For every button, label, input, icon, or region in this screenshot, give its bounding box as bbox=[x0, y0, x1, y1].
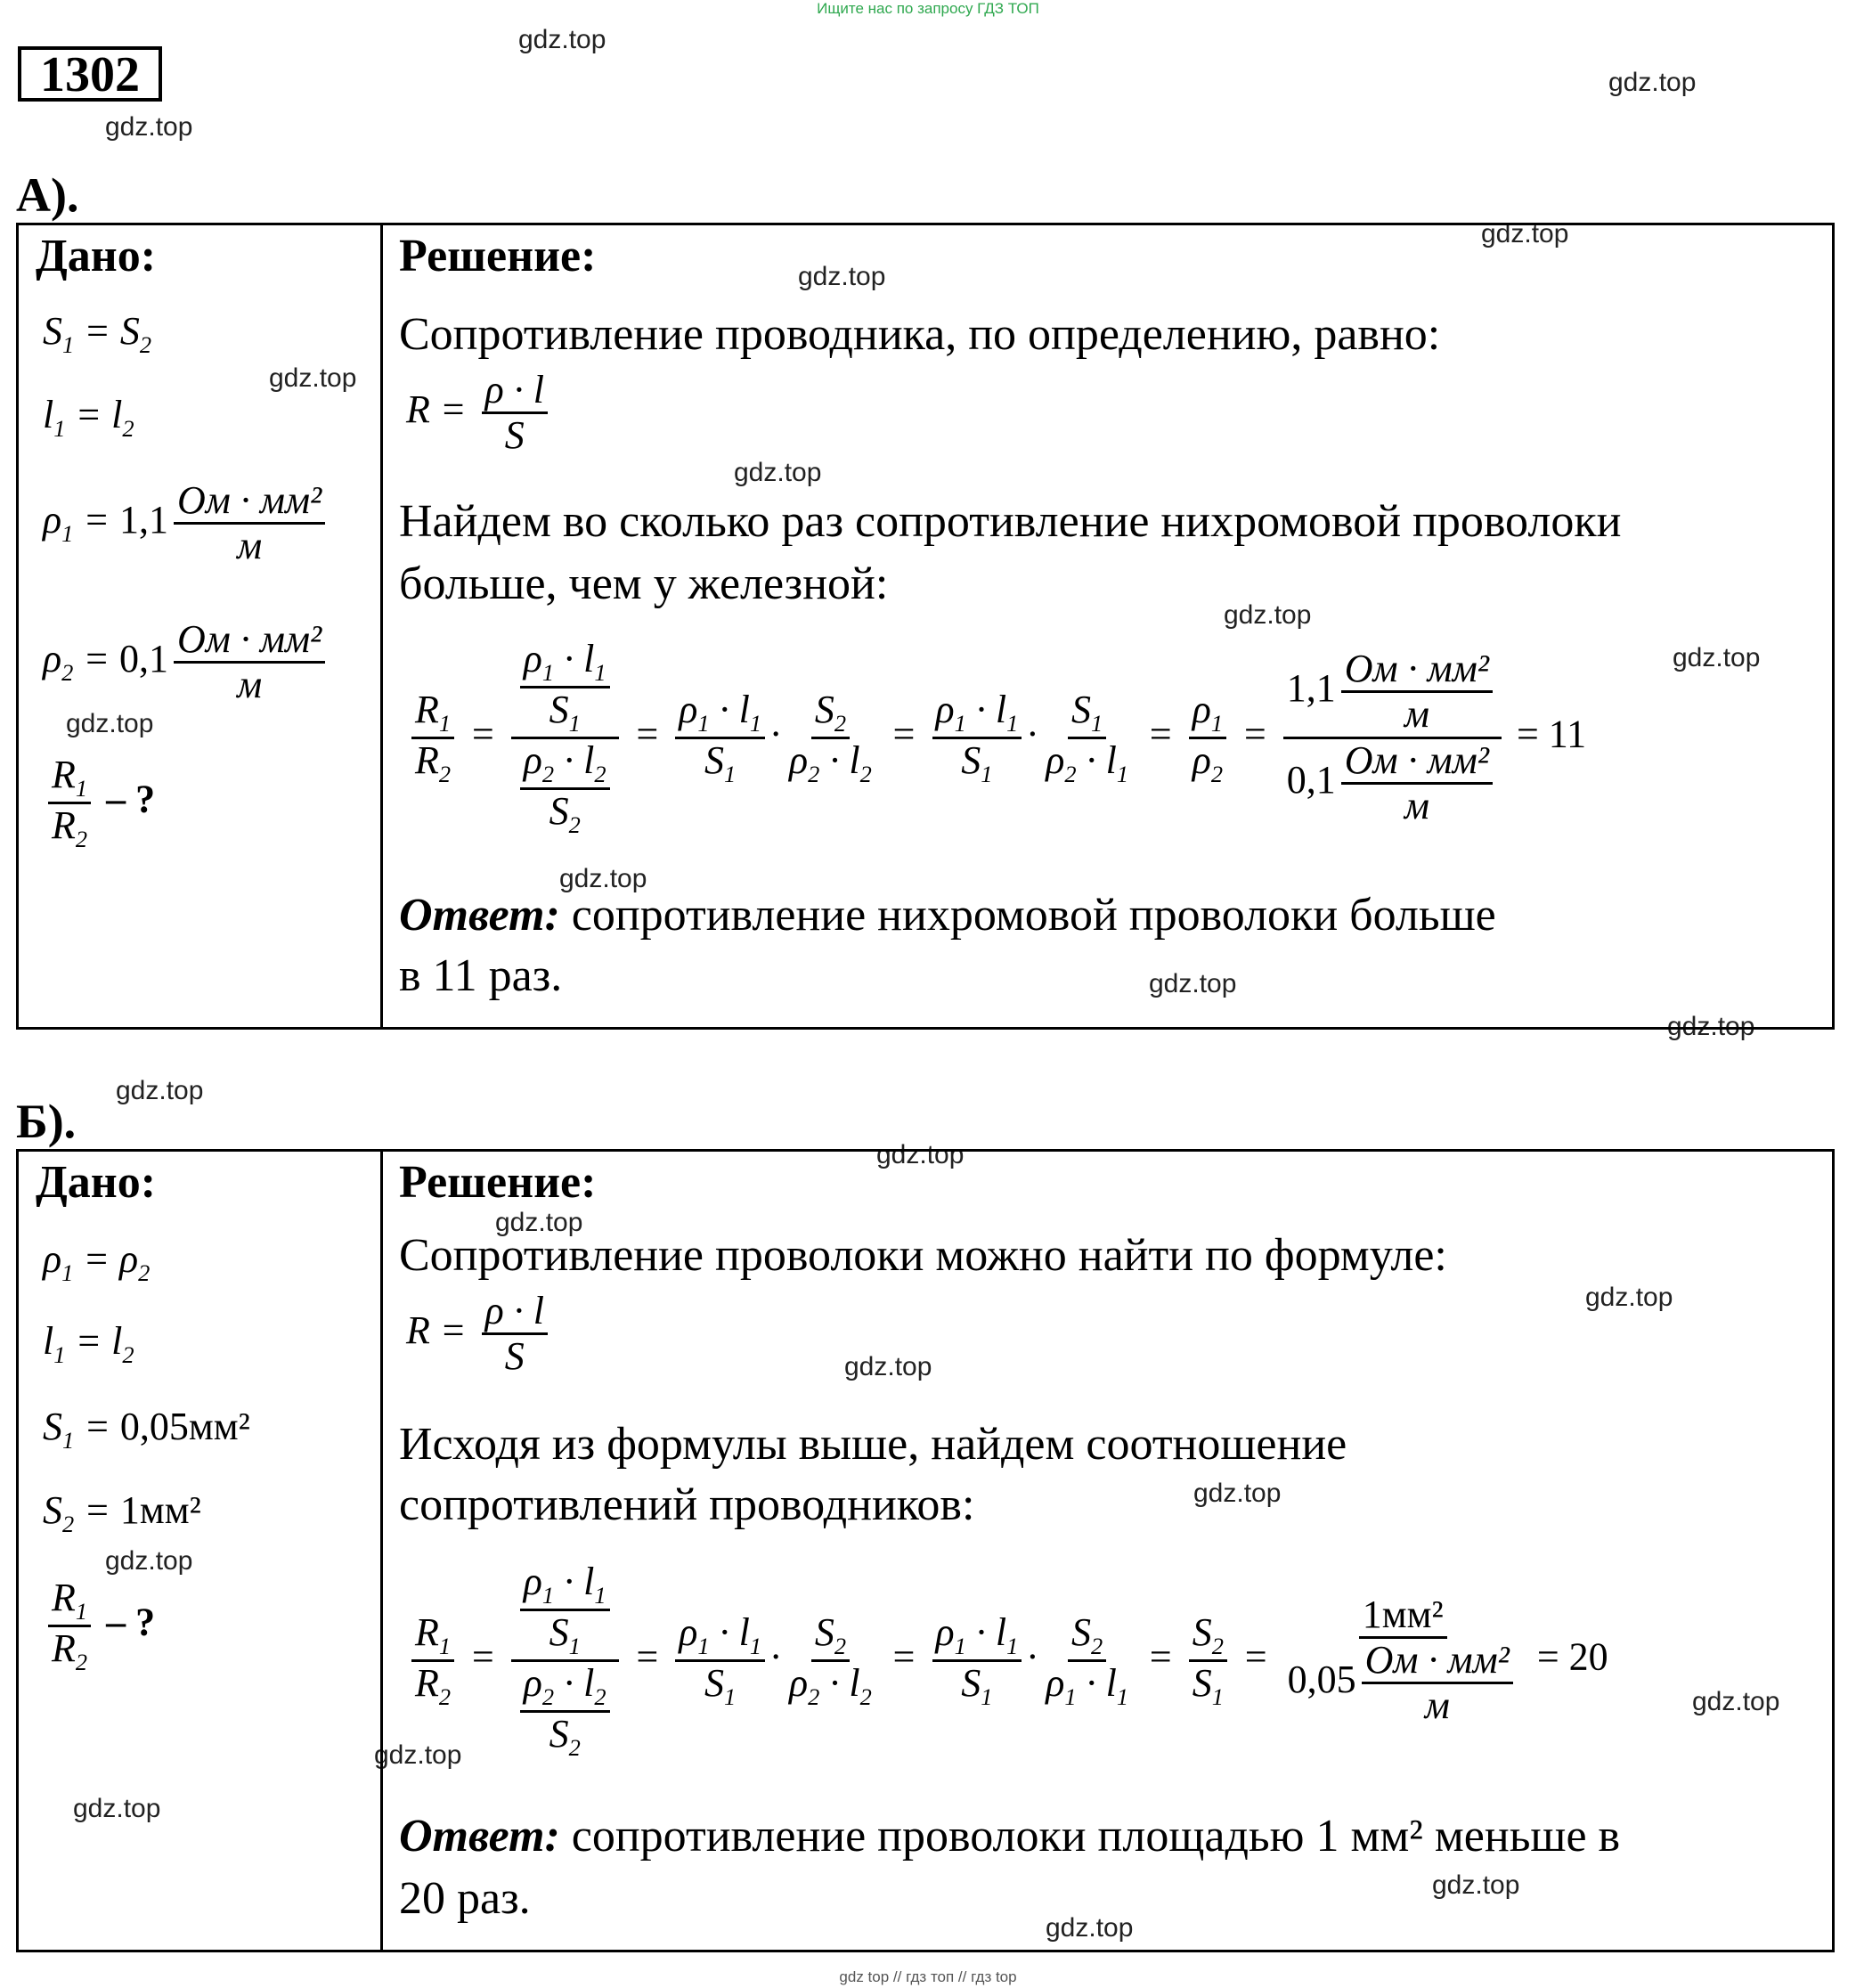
watermark: gdz.top bbox=[1608, 68, 1697, 97]
find-text-2: сопротивлений проводников: bbox=[399, 1479, 975, 1530]
ratio-derivation: $\frac{R_1}{R_2}$ = $\frac{\frac{\rho_1 \cdot l_1}{S_1}}{\frac{\rho_2 \cdot l_2}{S_2}}$ = $\frac{\rho_1 \cdot l_1}{S_1}$ · $\frac{S_2}{\rho_2 \cdot l_2}$ = $\frac{\rho_1 \cdot l_1}{S_1}$ · $\frac{S_1}{\rho_2 \cdot l_1}$ = $\frac{\rho_1}{\rho_2}$ = 1,1 $\frac{\text{Ом · мм²}}{м}$ 0,1 $\frac{\text{Ом · мм²}}{м}$ = 11 bbox=[406, 638, 1586, 837]
watermark: gdz.top bbox=[495, 1208, 583, 1237]
problem-number: 1302 bbox=[18, 46, 162, 102]
unit-numerator: Ом · мм² bbox=[174, 479, 325, 525]
watermark: gdz.top bbox=[1193, 1479, 1282, 1508]
given-l1-eq-l2: $l_1 = l_2$ bbox=[43, 393, 134, 442]
solution-title: Решение: bbox=[399, 1157, 597, 1208]
unit-numerator: Ом · мм² bbox=[174, 618, 325, 664]
part-b-label: Б). bbox=[16, 1095, 77, 1148]
part-a-label: А). bbox=[16, 168, 79, 222]
answer-line-1 bbox=[399, 1810, 1620, 1862]
watermark: gdz.top bbox=[105, 112, 193, 142]
answer-text: сопротивление проволоки площадью 1 мм² меньше в bbox=[571, 1811, 1621, 1862]
solution-intro: Сопротивление проволоки можно найти по формуле: bbox=[399, 1230, 1447, 1281]
solution-title: Решение: bbox=[399, 231, 597, 281]
watermark: gdz.top bbox=[66, 709, 154, 738]
watermark: gdz.top bbox=[1149, 969, 1237, 998]
watermark: gdz.top bbox=[1481, 219, 1569, 248]
watermark: gdz.top bbox=[559, 864, 647, 893]
watermark: gdz.top bbox=[1667, 1012, 1755, 1041]
answer-line-2: 20 раз. bbox=[399, 1873, 531, 1924]
watermark: gdz.top bbox=[269, 363, 357, 393]
watermark: gdz.top bbox=[105, 1546, 193, 1576]
given-l1-eq-l2: $l_1 = l_2$ bbox=[43, 1319, 134, 1368]
watermark: gdz.top bbox=[1432, 1870, 1520, 1900]
result-b: = 20 bbox=[1536, 1634, 1608, 1679]
given-s2: $S_2 = 1мм^2$ bbox=[43, 1488, 201, 1537]
given-s1: $S_1 = 0,05мм^2$ bbox=[43, 1405, 250, 1454]
column-divider bbox=[380, 225, 383, 1027]
watermark: gdz.top bbox=[1673, 643, 1761, 672]
watermark: gdz.top bbox=[734, 458, 822, 487]
answer-line-1 bbox=[399, 889, 1496, 941]
given-rho1-eq-rho2: $\rho_1 = \rho_2$ bbox=[43, 1237, 151, 1286]
answer-label: Ответ: bbox=[399, 890, 560, 941]
result-a: = 11 bbox=[1516, 712, 1587, 756]
given-rho2: $\rho_2 = 0,1$ $\frac{\text{Ом · мм²}}{м}$ bbox=[43, 618, 330, 707]
answer-label: Ответ: bbox=[399, 1811, 560, 1862]
watermark: gdz.top bbox=[1046, 1913, 1134, 1943]
find-text-2: больше, чем у железной: bbox=[399, 558, 889, 609]
unit-denominator: м bbox=[237, 524, 263, 568]
find-text-1: Найдем во сколько раз сопротивление нихромовой проволоки bbox=[399, 496, 1622, 547]
watermark: gdz.top bbox=[1692, 1687, 1780, 1716]
watermark: gdz.top bbox=[798, 262, 886, 291]
footer-note: gdz top // гдз топ // гдз top bbox=[839, 1968, 1017, 1985]
unit-denominator: м bbox=[237, 663, 263, 707]
formula-r: R = $\frac{\rho \cdot l}{S}$ bbox=[406, 1290, 553, 1379]
search-hint: Ищите нас по запросу ГДЗ ТОП bbox=[817, 0, 1039, 17]
formula-r: R = $\frac{\rho \cdot l}{S}$ bbox=[406, 369, 553, 458]
column-divider bbox=[380, 1152, 383, 1950]
watermark: gdz.top bbox=[1224, 600, 1312, 630]
watermark: gdz.top bbox=[116, 1076, 204, 1105]
given-title: Дано: bbox=[36, 1157, 157, 1208]
answer-text: сопротивление нихромовой проволоки больше bbox=[571, 890, 1496, 941]
watermark: gdz.top bbox=[73, 1794, 161, 1823]
rho2-value: 0,1 bbox=[119, 636, 169, 680]
find-text-1: Исходя из формулы выше, найдем соотношение bbox=[399, 1419, 1347, 1470]
rho1-value: 1,1 bbox=[119, 497, 169, 542]
watermark: gdz.top bbox=[1585, 1283, 1673, 1312]
given-rho1: $\rho_1 = 1,1$ $\frac{\text{Ом · мм²}}{м}$ bbox=[43, 479, 330, 568]
find-ratio: $\frac{R_1}{R_2}$ – ? bbox=[43, 754, 155, 852]
watermark: gdz.top bbox=[518, 25, 606, 54]
given-s1-eq-s2: $S_1 = S_2$ bbox=[43, 309, 152, 358]
ratio-derivation: $\frac{R_1}{R_2}$ = $\frac{\frac{\rho_1 \cdot l_1}{S_1}}{\frac{\rho_2 \cdot l_2}{S_2}}$ = $\frac{\rho_1 \cdot l_1}{S_1}$ · $\frac{S_2}{\rho_2 \cdot l_2}$ = $\frac{\rho_1 \cdot l_1}{S_1}$ · $\frac{S_2}{\rho_1 \cdot l_1}$ = $\frac{S_2}{S_1}$ = 1мм² 0,05 $\frac{\text{Ом · мм²}}{м}$ = 20 bbox=[406, 1560, 1608, 1760]
watermark: gdz.top bbox=[374, 1740, 462, 1770]
given-title: Дано: bbox=[36, 231, 157, 281]
solution-intro: Сопротивление проводника, по определению, равно: bbox=[399, 309, 1441, 360]
watermark: gdz.top bbox=[876, 1140, 965, 1169]
find-ratio: $\frac{R_1}{R_2}$ – ? bbox=[43, 1577, 155, 1675]
answer-line-2: в 11 раз. bbox=[399, 950, 563, 1001]
watermark: gdz.top bbox=[844, 1352, 932, 1381]
